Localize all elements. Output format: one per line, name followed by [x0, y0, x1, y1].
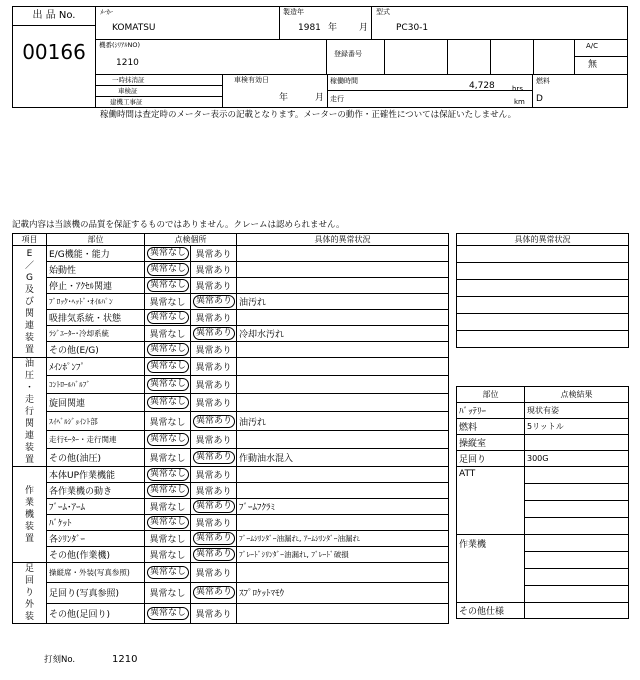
normal-option: 異常なし	[149, 417, 186, 428]
detail-cell: ﾌﾞｰﾑﾌｸﾗﾐ	[237, 499, 449, 515]
part-cell: ｽｲﾍﾞﾙｼﾞｮｲﾝﾄ部	[47, 412, 145, 430]
result-header-part: 部位	[457, 387, 525, 403]
maker-label: ﾒｰｶｰ	[100, 8, 113, 16]
category-char: 業	[24, 497, 34, 508]
category-char: 連	[24, 320, 34, 331]
normal-option: 異常なし	[147, 360, 189, 373]
maker-value: KOMATSU	[112, 23, 156, 33]
abnormal-cell	[191, 294, 237, 310]
detail-cell	[237, 246, 449, 262]
blank-row	[457, 246, 629, 263]
category-char: 外	[24, 600, 34, 610]
abnormal-option: 異常あり	[193, 548, 235, 561]
abnormal-cell	[191, 483, 237, 499]
category-char: 装	[24, 443, 34, 453]
result-row	[457, 451, 629, 467]
result-part: 燃料	[457, 419, 525, 435]
table-row	[13, 394, 449, 412]
right-detail-table	[456, 233, 629, 348]
category-char: ／	[24, 260, 34, 271]
abnormal-cell	[191, 412, 237, 430]
abnormal-cell	[191, 246, 237, 262]
abnormal-option: 異常あり	[193, 415, 235, 428]
normal-cell	[145, 603, 191, 623]
abnormal-cell	[191, 358, 237, 376]
km-unit: km	[514, 98, 525, 106]
inspect-label: 車検有効日	[234, 76, 269, 84]
abnormal-option: 異常あり	[193, 532, 235, 545]
header-item: 項目	[13, 234, 47, 246]
normal-cell	[145, 412, 191, 430]
result-part: その他仕様	[457, 603, 525, 619]
blank-row	[457, 280, 629, 297]
abnormal-option: 異常あり	[193, 451, 235, 464]
normal-cell	[145, 499, 191, 515]
normal-cell	[145, 467, 191, 483]
category-char: 装	[24, 612, 34, 622]
abnormal-cell	[191, 603, 237, 623]
result-value	[525, 435, 629, 451]
category-char: 連	[24, 431, 34, 441]
normal-cell	[145, 326, 191, 342]
abnormal-cell	[191, 262, 237, 278]
abnormal-option: 異常あり	[193, 295, 235, 308]
normal-option: 異常なし	[147, 433, 189, 446]
part-cell: 足回り(写真参照)	[47, 583, 145, 603]
result-part: ATT	[457, 467, 525, 535]
abnormal-option: 異常あり	[195, 435, 232, 446]
normal-option: 異常なし	[149, 535, 186, 545]
category-char: 回	[24, 576, 34, 586]
inspect-year: 年	[279, 93, 289, 103]
result-row	[457, 535, 629, 552]
part-cell: ﾒｲﾝﾎﾟﾝﾌﾟ	[47, 358, 145, 376]
table-row	[13, 603, 449, 623]
normal-cell	[145, 294, 191, 310]
normal-cell	[145, 342, 191, 358]
normal-option: 異常なし	[149, 503, 186, 513]
normal-cell	[145, 262, 191, 278]
table-row	[13, 310, 449, 326]
abnormal-cell	[191, 499, 237, 515]
part-cell: 操縦席・外装(写真参照)	[47, 563, 145, 583]
category-label	[13, 358, 47, 467]
normal-cell	[145, 583, 191, 603]
abnormal-option: 異常あり	[195, 314, 232, 324]
part-cell: 始動性	[47, 262, 145, 278]
normal-option: 異常なし	[147, 484, 189, 497]
part-cell: ﾗｼﾞｴｰﾀｰ･冷却系統	[47, 326, 145, 342]
year-label: 製造年	[283, 8, 304, 16]
result-value	[525, 467, 629, 484]
stamp-value: 1210	[112, 654, 138, 665]
normal-cell	[145, 448, 191, 466]
detail-cell	[237, 430, 449, 448]
stamp-label: 打刻No.	[44, 655, 76, 665]
abnormal-cell	[191, 547, 237, 563]
part-cell: 本体UP作業機能	[47, 467, 145, 483]
right-detail-header: 具体的異常状況	[457, 234, 629, 246]
table-row	[13, 467, 449, 483]
year-unit: 年	[328, 23, 338, 33]
result-row	[457, 435, 629, 451]
result-value	[525, 586, 629, 603]
category-char: 作	[24, 485, 34, 496]
normal-cell	[145, 531, 191, 547]
abnormal-cell	[191, 326, 237, 342]
cert-1: 一時抹消証	[112, 76, 145, 84]
blank-row	[457, 297, 629, 314]
table-row	[13, 430, 449, 448]
detail-cell	[237, 278, 449, 294]
category-char: 及	[24, 284, 34, 295]
normal-cell	[145, 515, 191, 531]
normal-option: 異常なし	[149, 453, 186, 464]
result-row	[457, 403, 629, 419]
abnormal-option: 異常あり	[193, 500, 235, 513]
result-value	[525, 501, 629, 518]
abnormal-option: 異常あり	[195, 266, 232, 276]
normal-cell	[145, 278, 191, 294]
detail-cell: 油汚れ	[237, 294, 449, 310]
detail-cell	[237, 342, 449, 358]
header-check: 点検個所	[145, 234, 237, 246]
table-row	[13, 547, 449, 563]
normal-option: 異常なし	[147, 279, 189, 292]
category-char: 装	[24, 521, 34, 532]
table-row	[13, 294, 449, 310]
normal-option: 異常なし	[147, 343, 189, 356]
table-row	[13, 376, 449, 394]
normal-cell	[145, 563, 191, 583]
table-row	[13, 246, 449, 262]
fuel-label: 燃料	[536, 77, 550, 85]
normal-option: 異常なし	[147, 516, 189, 529]
part-cell: その他(E/G)	[47, 342, 145, 358]
part-cell: 旋回関連	[47, 394, 145, 412]
table-row	[13, 358, 449, 376]
table-row	[13, 342, 449, 358]
table-row	[13, 278, 449, 294]
abnormal-cell	[191, 342, 237, 358]
category-char: 行	[24, 407, 34, 417]
normal-cell	[145, 394, 191, 412]
detail-cell	[237, 310, 449, 326]
normal-option: 異常なし	[149, 330, 186, 340]
table-row	[13, 499, 449, 515]
abnormal-option: 異常あり	[195, 569, 232, 580]
year-value: 1981	[298, 23, 321, 33]
inspect-month: 月	[315, 93, 325, 103]
result-value: 300G	[525, 451, 629, 467]
normal-option: 異常なし	[149, 551, 186, 561]
disclaimer: 記載内容は当該機の品質を保証するものではありません。クレームは認められません。	[12, 220, 345, 230]
category-char: 圧	[24, 371, 34, 381]
normal-option: 異常なし	[147, 247, 189, 260]
model-label: 型式	[376, 8, 390, 16]
detail-cell	[237, 515, 449, 531]
normal-option: 異常なし	[149, 589, 186, 600]
normal-option: 異常なし	[147, 607, 189, 620]
abnormal-cell	[191, 515, 237, 531]
blank-cell	[457, 246, 629, 263]
detail-cell: 作動油水混入	[237, 448, 449, 466]
category-char: G	[26, 272, 33, 283]
normal-cell	[145, 310, 191, 326]
abnormal-option: 異常あり	[193, 586, 235, 599]
category-char: 関	[24, 419, 34, 429]
abnormal-option: 異常あり	[195, 609, 232, 620]
normal-cell	[145, 483, 191, 499]
part-cell: E/G機能・能力	[47, 246, 145, 262]
abnormal-cell	[191, 310, 237, 326]
category-char: び	[24, 296, 34, 307]
table-row	[13, 262, 449, 278]
part-cell: その他(作業機)	[47, 547, 145, 563]
result-value	[525, 569, 629, 586]
detail-cell: 冷却水汚れ	[237, 326, 449, 342]
normal-option: 異常なし	[147, 263, 189, 276]
normal-option: 異常なし	[147, 378, 189, 391]
travel-label: 走行	[330, 95, 344, 103]
result-value	[525, 552, 629, 569]
result-value	[525, 535, 629, 552]
table-row	[13, 326, 449, 342]
detail-cell	[237, 394, 449, 412]
category-label	[13, 563, 47, 624]
fuel-value: D	[536, 94, 543, 104]
normal-cell	[145, 358, 191, 376]
abnormal-cell	[191, 394, 237, 412]
cert-3: 建機工事証	[110, 98, 143, 106]
result-value: 5リットル	[525, 419, 629, 435]
abnormal-option: 異常あり	[195, 399, 232, 410]
result-value	[525, 603, 629, 619]
lot-label: 出 品 No.	[12, 6, 96, 26]
blank-cell	[457, 331, 629, 348]
category-char: 置	[24, 455, 34, 465]
right-result-table	[456, 386, 629, 619]
abnormal-option: 異常あり	[195, 250, 232, 260]
category-char: り	[24, 588, 34, 598]
part-cell: 走行ﾓｰﾀｰ・走行関連	[47, 430, 145, 448]
table-row	[13, 563, 449, 583]
table-row	[13, 483, 449, 499]
table-row	[13, 515, 449, 531]
ac-value: 無	[588, 60, 598, 70]
model-value: PC30-1	[396, 23, 429, 33]
part-cell: 停止・ｱｸｾﾙ関連	[47, 278, 145, 294]
part-cell: その他(足回り)	[47, 603, 145, 623]
result-row	[457, 603, 629, 619]
part-cell: ｺﾝﾄﾛｰﾙﾊﾞﾙﾌﾞ	[47, 376, 145, 394]
result-part: ﾊﾞｯﾃﾘｰ	[457, 403, 525, 419]
hours-value: 4,728	[469, 81, 495, 91]
part-cell: ﾌﾞｰﾑ･ｱｰﾑ	[47, 499, 145, 515]
detail-cell: ﾌﾞｰﾑｼﾘﾝﾀﾞｰ油漏れ, ｱｰﾑｼﾘﾝﾀﾞｰ油漏れ	[237, 531, 449, 547]
abnormal-option: 異常あり	[195, 487, 232, 497]
abnormal-cell	[191, 563, 237, 583]
detail-cell	[237, 483, 449, 499]
result-part: 作業機	[457, 535, 525, 603]
table-row	[13, 531, 449, 547]
blank-cell	[457, 297, 629, 314]
abnormal-cell	[191, 531, 237, 547]
blank-cell	[457, 314, 629, 331]
normal-cell	[145, 246, 191, 262]
abnormal-cell	[191, 467, 237, 483]
result-value: 現状有姿	[525, 403, 629, 419]
category-char: 置	[24, 533, 34, 544]
abnormal-option: 異常あり	[195, 381, 232, 392]
serial-value: 1210	[116, 58, 139, 68]
abnormal-option: 異常あり	[195, 363, 232, 374]
detail-cell: 油汚れ	[237, 412, 449, 430]
abnormal-cell	[191, 448, 237, 466]
normal-option: 異常なし	[149, 298, 186, 308]
table-row	[13, 412, 449, 430]
normal-option: 異常なし	[147, 396, 189, 409]
category-char: E	[26, 248, 33, 259]
category-char: 関	[24, 308, 34, 319]
reg-label: 登録番号	[334, 50, 362, 58]
normal-cell	[145, 547, 191, 563]
hours-unit: hrs	[512, 85, 523, 93]
result-part: 足回り	[457, 451, 525, 467]
category-char: 装	[24, 332, 34, 343]
part-cell: その他(油圧)	[47, 448, 145, 466]
abnormal-option: 異常あり	[195, 346, 232, 356]
ac-label: A/C	[586, 42, 599, 50]
result-value	[525, 518, 629, 535]
serial-label: 機番(ｼﾘｱﾙNO)	[99, 41, 141, 49]
abnormal-cell	[191, 430, 237, 448]
abnormal-option: 異常あり	[195, 282, 232, 292]
normal-cell	[145, 430, 191, 448]
detail-cell	[237, 358, 449, 376]
detail-cell	[237, 563, 449, 583]
blank-cell	[457, 263, 629, 280]
normal-option: 異常なし	[147, 566, 189, 579]
category-char: 走	[24, 395, 34, 405]
category-label	[13, 246, 47, 358]
part-cell: 各ｼﾘﾝﾀﾞｰ	[47, 531, 145, 547]
abnormal-cell	[191, 583, 237, 603]
hours-label: 稼働時間	[330, 77, 358, 85]
header-part: 部位	[47, 234, 145, 246]
header-detail: 具体的異常状況	[237, 234, 449, 246]
table-row	[13, 448, 449, 466]
detail-cell: ｽﾌﾟﾛｹｯﾄﾏﾓｳ	[237, 583, 449, 603]
part-cell: 各作業機の動き	[47, 483, 145, 499]
normal-option: 異常なし	[147, 311, 189, 324]
category-char: 置	[24, 344, 34, 355]
category-char: 足	[24, 564, 34, 574]
result-row	[457, 467, 629, 484]
normal-cell	[145, 376, 191, 394]
result-header-result: 点検結果	[525, 387, 629, 403]
normal-option: 異常なし	[147, 468, 189, 481]
part-cell: 吸排気系統・状態	[47, 310, 145, 326]
table-row	[13, 583, 449, 603]
lot-number: 00166	[22, 40, 86, 64]
inspection-table	[12, 233, 449, 624]
detail-cell: ﾌﾞﾚｰﾄﾞｼﾘﾝﾀﾞｰ油漏れ, ﾌﾞﾚｰﾄﾞ破損	[237, 547, 449, 563]
detail-cell	[237, 467, 449, 483]
detail-cell	[237, 262, 449, 278]
result-row	[457, 419, 629, 435]
abnormal-option: 異常あり	[195, 519, 232, 529]
part-cell: ﾊﾞｹｯﾄ	[47, 515, 145, 531]
category-label	[13, 467, 47, 563]
category-char: 油	[24, 359, 34, 369]
blank-cell	[457, 280, 629, 297]
category-char: 機	[24, 509, 34, 520]
abnormal-cell	[191, 278, 237, 294]
abnormal-cell	[191, 376, 237, 394]
result-part: 操縦室	[457, 435, 525, 451]
cert-2: 車検証	[118, 87, 138, 95]
category-char: ・	[24, 383, 34, 393]
part-cell: ﾌﾞﾛｯｸ･ﾍｯﾄﾞ･ｵｲﾙﾊﾟﾝ	[47, 294, 145, 310]
abnormal-option: 異常あり	[195, 471, 232, 481]
hours-note: 稼働時間は査定時のメーター表示の記載となります。メーターの動作・正確性については保証いたしません。	[100, 110, 517, 120]
blank-row	[457, 331, 629, 348]
blank-row	[457, 314, 629, 331]
header-block	[12, 6, 628, 108]
detail-cell	[237, 376, 449, 394]
result-value	[525, 484, 629, 501]
blank-row	[457, 263, 629, 280]
abnormal-option: 異常あり	[193, 327, 235, 340]
detail-cell	[237, 603, 449, 623]
month-unit: 月	[359, 23, 369, 33]
